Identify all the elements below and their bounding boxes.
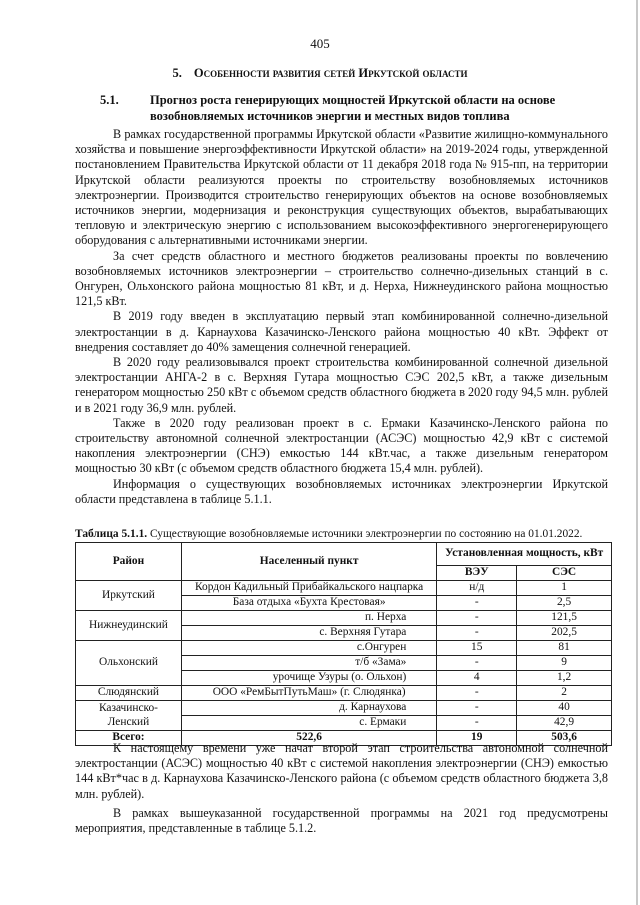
table-header-row [76, 543, 612, 566]
district-cell: Ольхонский [76, 641, 182, 686]
district-cell: Слюдянский [76, 686, 182, 701]
paragraph: В 2019 году введен в эксплуатацию первый этап комбинированной солнечно-дизельной электростанции в д. Карнаухова Казачинско-Ленского района мощностью 40 кВт. Эффект от внедрения составляет до 40% замещения солнечной генерацией. [75, 309, 608, 354]
district-cell: Казачинско-Ленский [76, 701, 182, 731]
veu-cell: - [437, 626, 517, 641]
paragraph: За счет средств областного и местного бюджетов реализованы проекты по вовлечению возобновляемых источников электроэнергии – строительство солнечно-дизельных станций в с. Онгурен, Ольхонского района мощностью 81 кВт, и д. Нерха, Нижнеудинского района мощностью 121,5 кВт. [75, 248, 608, 309]
section-number: 5. [172, 66, 182, 80]
ses-cell: 121,5 [517, 611, 612, 626]
paragraph: В рамках государственной программы Иркутской области «Развитие жилищно-коммунального хозяйства и повышение энергоэффективности Иркутской области» на 2019-2024 годы, утвержденной постановлением Правительства Иркутской области от 11 декабря 2018 года № 915-пп, на территории Иркутской области реализуются проекты по строительству возобновляемых источников электроэнергии. Производится строительство генерирующих объектов на основе возобновляемых источников энергии, модернизация и реконструкция существующих объектов, вырабатывающих тепловую и электрическую энергию с использованием высокоэффективного энергогенерирующего оборудования с альтернативными источниками энергии. [75, 127, 608, 248]
ses-cell: 81 [517, 641, 612, 656]
after-table-text [75, 741, 608, 836]
subsection-title-line1: Прогноз роста генерирующих мощностей Иркутской области на основе [150, 93, 556, 107]
section-title: Особенности развития сетей Иркутской области [193, 66, 468, 80]
settlement-cell: с. Ермаки [181, 716, 436, 731]
table-caption-label: Таблица 5.1.1. [75, 528, 148, 540]
veu-cell: 15 [437, 641, 517, 656]
total-veu: 19 [437, 731, 517, 746]
veu-cell: 4 [437, 671, 517, 686]
ses-cell: 9 [517, 656, 612, 671]
header-district: Район [76, 543, 182, 581]
veu-cell: - [437, 611, 517, 626]
paragraph: В 2020 году реализовывался проект строительства комбинированной солнечной дизельной электростанции АНГА-2 в с. Верхняя Гутара мощностью СЭС 202,5 кВт, а также дизельным генератором мощностью 250 кВт с объемом средств областного бюджета в 2020 году 94,5 млн. рублей и в 2021 году 36,9 млн. рублей. [75, 355, 608, 415]
ses-cell: 1 [517, 581, 612, 596]
settlement-cell: База отдыха «Бухта Крестовая» [181, 596, 436, 611]
page-number: 405 [310, 36, 330, 51]
subsection-heading [100, 92, 610, 124]
section-heading [0, 66, 640, 81]
header-capacity: Установленная мощность, кВт [437, 543, 612, 566]
veu-cell: - [437, 716, 517, 731]
ses-cell: 40 [517, 701, 612, 716]
total-settlement-value: 522,6 [181, 731, 436, 746]
table-row [76, 581, 612, 596]
district-cell: Иркутский [76, 581, 182, 611]
ses-cell: 202,5 [517, 626, 612, 641]
scan-edge-line [636, 0, 638, 905]
subsection-title-line2: возобновляемых источников энергии и местных видов топлива [150, 109, 510, 123]
settlement-cell: т/б «Зама» [181, 656, 436, 671]
settlement-cell: урочище Узуры (о. Ольхон) [181, 671, 436, 686]
veu-cell: - [437, 596, 517, 611]
table-row [76, 686, 612, 701]
table-row [76, 641, 612, 656]
total-label: Всего: [76, 731, 182, 746]
settlement-cell: с. Верхняя Гутара [181, 626, 436, 641]
table-row [76, 611, 612, 626]
settlement-cell: ООО «РемБытПутьМаш» (г. Слюдянка) [181, 686, 436, 701]
table-caption [75, 528, 615, 540]
settlement-cell: п. Нерха [181, 611, 436, 626]
veu-cell: н/д [437, 581, 517, 596]
settlement-cell: Кордон Кадильный Прибайкальского нацпарка [181, 581, 436, 596]
table-caption-text: Существующие возобновляемые источники электроэнергии по состоянию на 01.01.2022. [149, 528, 583, 540]
ses-cell: 1,2 [517, 671, 612, 686]
total-ses: 503,6 [517, 731, 612, 746]
veu-cell: - [437, 686, 517, 701]
subsection-number: 5.1. [100, 93, 119, 107]
veu-cell: - [437, 656, 517, 671]
header-veu: ВЭУ [437, 566, 517, 581]
header-ses: СЭС [517, 566, 612, 581]
header-settlement: Населенный пункт [181, 543, 436, 581]
veu-cell: - [437, 701, 517, 716]
paragraph: Также в 2020 году реализован проект в с. Ермаки Казачинско-Ленского района по строительству автономной солнечной электростанции (АСЭС) мощностью 42,9 кВт с системой накопления электроэнергии (СНЭ) емкостью 144 кВт.час, а также дизельным генератором мощностью 30 кВт (с объемом средств областного бюджета 15,4 млн. рублей). [75, 415, 608, 476]
ses-cell: 42,9 [517, 716, 612, 731]
district-cell: Нижнеудинский [76, 611, 182, 641]
intro-text [75, 127, 608, 507]
renewable-sources-table [75, 542, 612, 746]
paragraph: В рамках вышеуказанной государственной программы на 2021 год предусмотрены мероприятия, представленные в таблице 5.1.2. [75, 805, 608, 836]
ses-cell: 2,5 [517, 596, 612, 611]
settlement-cell: с.Онгурен [181, 641, 436, 656]
settlement-cell: д. Карнаухова [181, 701, 436, 716]
ses-cell: 2 [517, 686, 612, 701]
table-row [76, 701, 612, 716]
paragraph: Информация о существующих возобновляемых источниках электроэнергии Иркутской области представлена в таблице 5.1.1. [75, 476, 608, 506]
paragraph: К настоящему времени уже начат второй этап строительства автономной солнечной электростанции (АСЭС) мощностью 40 кВт с системой накопления электроэнергии (СНЭ) емкостью 144 кВт*час в д. Карнаухова Казачинско-Ленского района (с объемом средств областного бюджета 3,8 млн. рублей). [75, 741, 608, 801]
